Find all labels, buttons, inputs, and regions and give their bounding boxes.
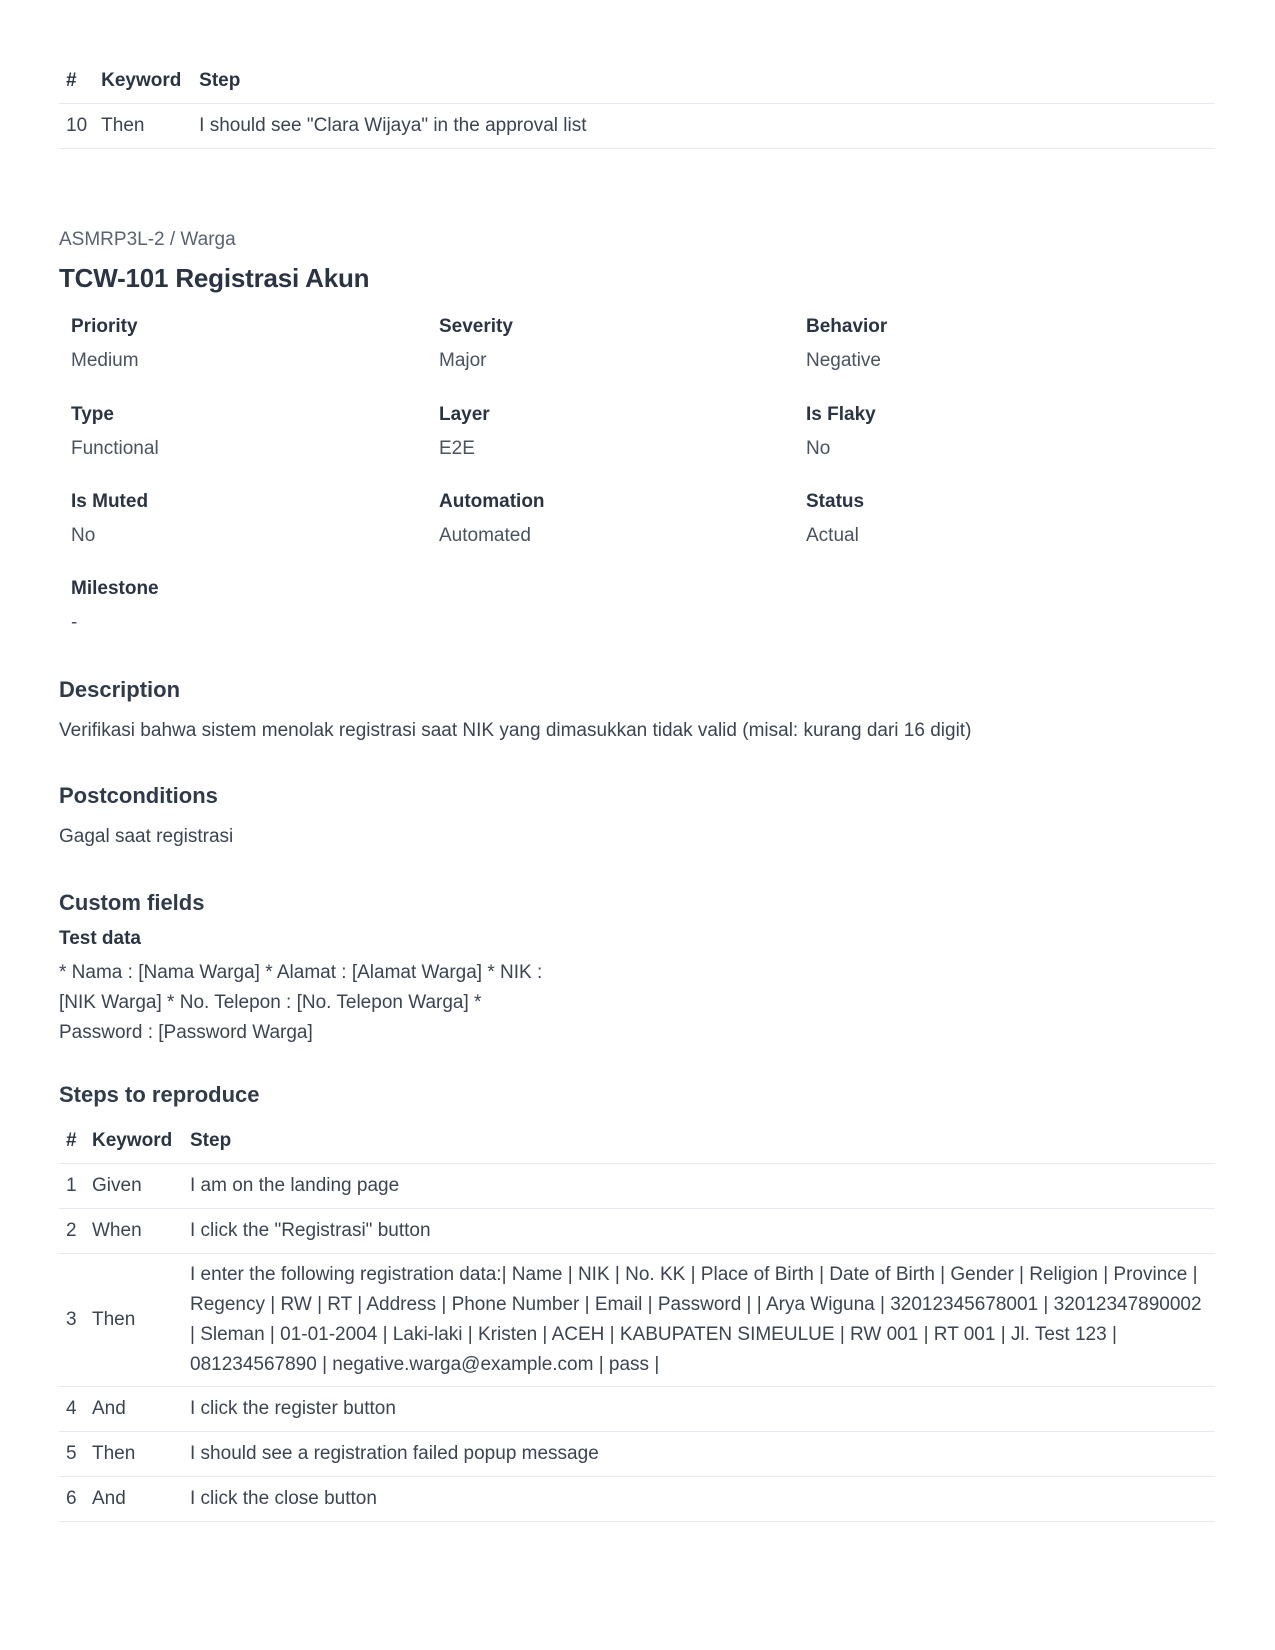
step-number: 5 [59, 1431, 85, 1476]
field-behavior [806, 315, 1166, 373]
table-header-row [59, 1119, 1215, 1163]
step-keyword: When [85, 1208, 183, 1253]
column-header-keyword: Keyword [94, 59, 192, 103]
step-text: I click the close button [183, 1476, 1215, 1521]
table-row [59, 1386, 1215, 1431]
table-row [59, 1208, 1215, 1253]
table-row [59, 1253, 1215, 1386]
field-layer [439, 403, 799, 461]
field-label: Layer [439, 404, 490, 425]
test-data-line: * Nama : [Nama Warga] * Alamat : [Alamat Warga] * NIK : [59, 962, 543, 983]
column-header-number: # [59, 59, 94, 103]
field-label: Is Flaky [806, 404, 876, 425]
field-label: Automation [439, 491, 545, 512]
table-header-row [59, 59, 1215, 103]
page-title: TCW-101 Registrasi Akun [59, 263, 370, 293]
step-keyword: Given [85, 1163, 183, 1208]
field-value: No [71, 525, 96, 546]
field-is-flaky [806, 403, 1166, 461]
step-keyword: And [85, 1476, 183, 1521]
test-data-line: [NIK Warga] * No. Telepon : [No. Telepon Warga] * [59, 992, 482, 1013]
field-value: Actual [806, 525, 859, 546]
field-value: Major [439, 350, 487, 371]
step-number: 10 [59, 103, 94, 148]
field-type [71, 403, 431, 461]
field-status [806, 490, 1166, 548]
step-keyword: Then [85, 1431, 183, 1476]
column-header-step: Step [192, 59, 1215, 103]
step-number: 6 [59, 1476, 85, 1521]
test-data-line: Password : [Password Warga] [59, 1022, 313, 1043]
column-header-keyword: Keyword [85, 1119, 183, 1163]
step-text: I click the register button [183, 1386, 1215, 1431]
field-value: - [71, 612, 78, 633]
test-data-text [59, 958, 542, 1048]
steps-heading: Steps to reproduce [59, 1082, 260, 1107]
step-text: I enter the following registration data:| Name | NIK | No. KK | Place of Birth | Date of Birth | Gender | Religion | Province | Regency | RW | RT | Address | Phone Number | Email | Password | | Arya Wiguna | 32012345678001 | 32012347890002 | Sleman | 01-01-2004 | Laki-laki | Kristen | ACEH | KABUPATEN SIMEULUE | RW 001 | RT 001 | Jl. Test 123 | 081234567890 | negative.warga@example.com | pass | [183, 1253, 1215, 1386]
field-label: Priority [71, 316, 138, 337]
breadcrumb[interactable]: ASMRP3L-2 / Warga [59, 229, 236, 250]
field-severity [439, 315, 799, 373]
previous-steps-table [59, 59, 1215, 149]
field-value: Medium [71, 350, 139, 371]
description-heading: Description [59, 677, 181, 702]
field-is-muted [71, 490, 431, 548]
field-value: Automated [439, 525, 531, 546]
field-value: No [806, 438, 831, 459]
step-number: 3 [59, 1253, 85, 1386]
field-label: Status [806, 491, 865, 512]
step-keyword: And [85, 1386, 183, 1431]
step-text: I click the "Registrasi" button [183, 1208, 1215, 1253]
field-value: Functional [71, 438, 159, 459]
field-priority [71, 315, 431, 373]
field-label: Type [71, 404, 114, 425]
column-header-step: Step [183, 1119, 1215, 1163]
field-milestone [71, 577, 431, 635]
field-value: E2E [439, 438, 475, 459]
table-row [59, 1163, 1215, 1208]
step-number: 4 [59, 1386, 85, 1431]
field-automation [439, 490, 799, 548]
field-value: Negative [806, 350, 881, 371]
table-row [59, 1476, 1215, 1521]
test-data-label: Test data [59, 928, 142, 949]
step-text: I should see a registration failed popup message [183, 1431, 1215, 1476]
steps-table [59, 1119, 1215, 1522]
field-label: Milestone [71, 578, 159, 599]
custom-fields-heading: Custom fields [59, 890, 205, 915]
field-label: Severity [439, 316, 513, 337]
step-number: 2 [59, 1208, 85, 1253]
field-label: Behavior [806, 316, 888, 337]
postconditions-heading: Postconditions [59, 783, 218, 808]
field-label: Is Muted [71, 491, 149, 512]
table-row [59, 1431, 1215, 1476]
column-header-number: # [59, 1119, 85, 1163]
table-row [59, 103, 1215, 148]
step-keyword: Then [85, 1253, 183, 1386]
description-text: Verifikasi bahwa sistem menolak registrasi saat NIK yang dimasukkan tidak valid (misal: kurang dari 16 digit) [59, 720, 972, 741]
postconditions-text: Gagal saat registrasi [59, 826, 234, 847]
step-keyword: Then [94, 103, 192, 148]
step-text: I should see "Clara Wijaya" in the approval list [192, 103, 1215, 148]
step-text: I am on the landing page [183, 1163, 1215, 1208]
step-number: 1 [59, 1163, 85, 1208]
